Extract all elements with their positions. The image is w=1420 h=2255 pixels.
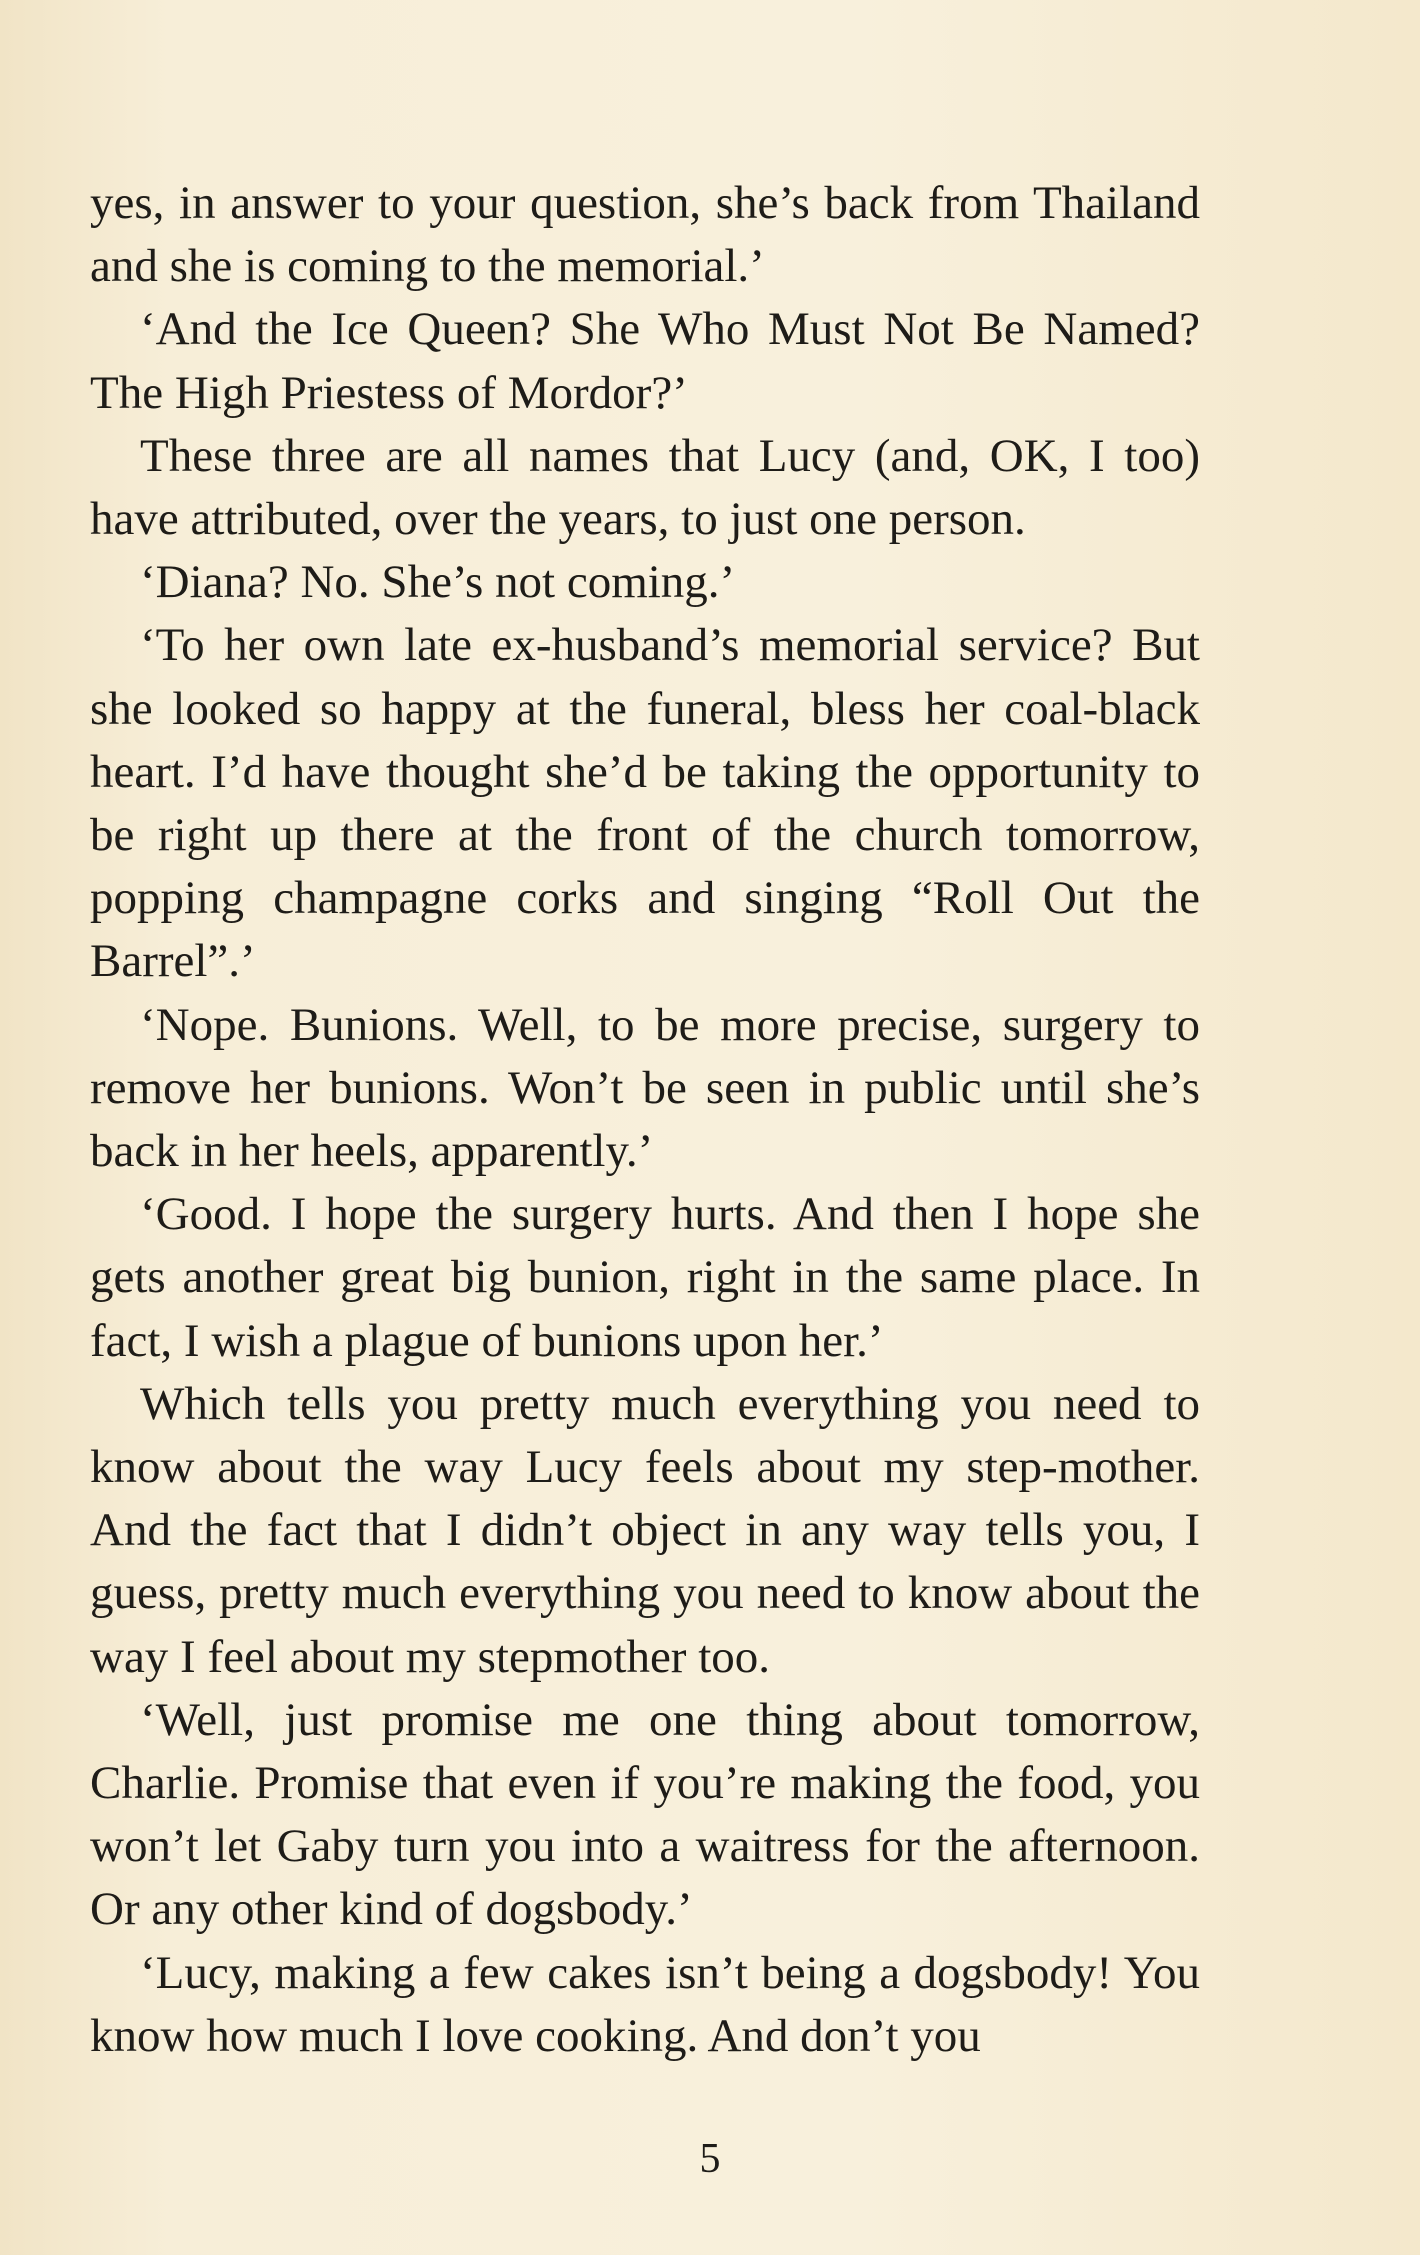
body-text (90, 172, 1200, 2068)
paragraph: ‘Well, just promise me one thing about tomorrow, Charlie. Promise that even if you’re making the food, you won’t let Gaby turn you into a waitress for the afternoon. Or any other kind of dogsbody.’ (90, 1693, 1200, 1936)
paragraph: ‘Diana? No. She’s not coming.’ (140, 556, 736, 609)
page-number: 5 (699, 2136, 721, 2182)
paragraph: ‘Nope. Bunions. Well, to be more precise, surgery to remove her bunions. Won’t be seen in public until she’s back in her heels, apparently.’ (90, 998, 1200, 1178)
paragraph: ‘And the Ice Queen? She Who Must Not Be Named? The High Priestess of Mordor?’ (90, 303, 1200, 419)
paragraph: ‘Good. I hope the surgery hurts. And then I hope she gets another great big bunion, right in the same place. In fact, I wish a plague of bunions upon her.’ (90, 1188, 1200, 1367)
paragraph: Which tells you pretty much everything you need to know about the way Lucy feels about my step-mother. And the fact that I didn’t object in any way tells you, I guess, pretty much everything you need to know about the way I feel about my stepmother too. (90, 1377, 1200, 1683)
paragraph: yes, in answer to your question, she’s back from Thailand and she is coming to the memorial.’ (90, 177, 1200, 293)
paragraph: ‘To her own late ex-husband’s memorial service? But she looked so happy at the funeral, bless her coal-black heart. I’d have thought she’d be taking the opportunity to be right up there at the front of the church tomorrow, popping champagne corks and singing “Roll Out the Barrel”.’ (90, 619, 1200, 988)
paragraph: These three are all names that Lucy (and, OK, I too) have attributed, over the years, to just one person. (90, 429, 1200, 546)
paragraph: ‘Lucy, making a few cakes isn’t being a dogsbody! You know how much I love cooking. And don’t you (90, 1946, 1200, 2062)
